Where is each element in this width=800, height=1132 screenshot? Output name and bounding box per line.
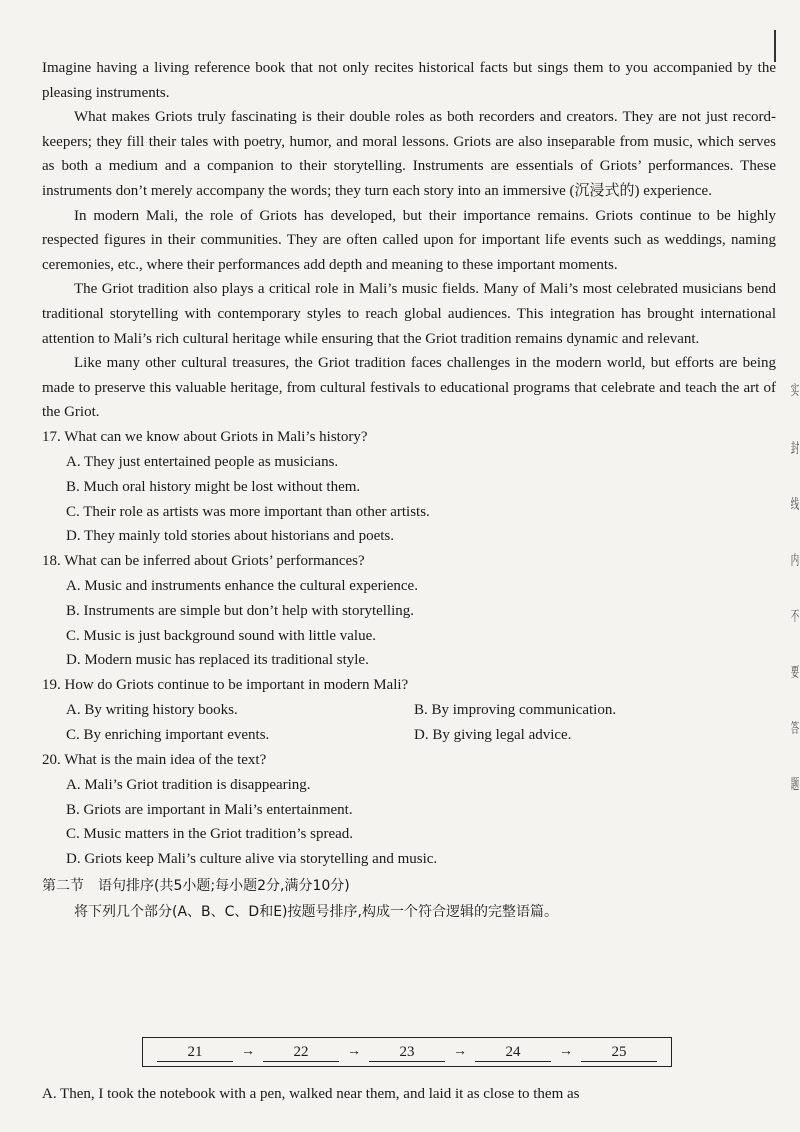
option-b: B. Griots are important in Mali’s entertainment. <box>66 801 353 818</box>
question-18 <box>42 549 776 673</box>
option-b: B. Much oral history might be lost without them. <box>66 478 361 495</box>
answer-slot-25[interactable]: 25 <box>581 1043 657 1062</box>
option-c: C. Their role as artists was more important than other artists. <box>66 503 430 520</box>
margin-glyph-6: 要 <box>790 665 800 681</box>
passage-paragraph-2: What makes Griots truly fascinating is their double roles as both recorders and creators. They are not just record-keepers; they fill their tales with poetry, humor, and moral lessons. Griots are also inseparable from music, which serves as both a medium and a companion to their storytelling. Instruments are essentials of Griots’ performances. These instruments don’t merely accompany the words; they turn each story into an immersive (沉浸式的) experience. <box>42 109 776 199</box>
question-19 <box>42 673 776 748</box>
option-row-2 <box>42 723 776 748</box>
margin-glyph-1: 实 <box>790 383 800 399</box>
section-2-title: 第二节 语句排序(共5小题;每小题2分,满分10分) <box>42 878 350 895</box>
option-a: A. They just entertained people as musicians. <box>66 453 339 470</box>
option-c: C. Music matters in the Griot tradition’s spread. <box>66 826 354 843</box>
passage-paragraph-4: The Griot tradition also plays a critical role in Mali’s music fields. Many of Mali’s most celebrated musicians bend traditional storytelling with contemporary styles to reach global audiences. This integration has brought international attention to Mali’s rich cultural heritage while ensuring that the Griot tradition remains dynamic and relevant. <box>42 281 776 347</box>
option-d: D. By giving legal advice. <box>414 727 572 744</box>
answer-slot-21[interactable]: 21 <box>157 1043 233 1062</box>
arrow-right-icon: → <box>453 1044 467 1059</box>
option-b: B. Instruments are simple but don’t help with storytelling. <box>66 602 415 619</box>
option-d: D. They mainly told stories about historians and poets. <box>66 528 395 545</box>
arrow-right-icon: → <box>241 1044 255 1059</box>
margin-glyph-2: 封 <box>790 441 800 457</box>
question-stem: 17. What can we know about Griots in Mali’s history? <box>42 428 368 445</box>
question-20 <box>42 748 776 872</box>
question-stem: 20. What is the main idea of the text? <box>42 751 267 768</box>
margin-glyph-3: 线 <box>790 497 800 513</box>
question-stem: 18. What can be inferred about Griots’ performances? <box>42 553 365 570</box>
margin-glyph-8: 题 <box>790 777 800 793</box>
option-d: D. Modern music has replaced its traditional style. <box>66 652 369 669</box>
margin-glyph-7: 答 <box>790 721 800 737</box>
option-a: A. Music and instruments enhance the cultural experience. <box>66 578 418 595</box>
passage-paragraph-1: Imagine having a living reference book that not only recites historical facts but sings them to you accompanied by the pleasing instruments. <box>42 60 776 101</box>
option-a: A. Mali’s Griot tradition is disappearing. <box>66 776 311 793</box>
option-d: D. Griots keep Mali’s culture alive via storytelling and music. <box>66 851 438 868</box>
main-content <box>42 56 776 925</box>
arrow-right-icon: → <box>559 1044 573 1059</box>
option-b: B. By improving communication. <box>414 702 617 719</box>
arrow-right-icon: → <box>347 1044 361 1059</box>
answer-slot-24[interactable]: 24 <box>475 1043 551 1062</box>
margin-glyph-4: 内 <box>790 553 800 569</box>
option-a: A. By writing history books. <box>66 702 238 719</box>
option-c: C. By enriching important events. <box>66 727 270 744</box>
question-17 <box>42 425 776 549</box>
margin-glyph-5: 不 <box>790 609 800 625</box>
passage-paragraph-5: Like many other cultural treasures, the Griot tradition faces challenges in the modern world, but efforts are being made to preserve this valuable heritage, from cultural festivals to educational programs that celebrate and teach the art of the Griot. <box>42 355 776 421</box>
sentence-order-box <box>142 1037 672 1067</box>
option-a-sentence: A. Then, I took the notebook with a pen, walked near them, and laid it as close to them as <box>42 1086 580 1102</box>
answer-slot-22[interactable]: 22 <box>263 1043 339 1062</box>
option-c: C. Music is just background sound with little value. <box>66 627 376 644</box>
answer-slot-23[interactable]: 23 <box>369 1043 445 1062</box>
question-stem: 19. How do Griots continue to be important in modern Mali? <box>42 677 409 694</box>
passage-paragraph-3: In modern Mali, the role of Griots has developed, but their importance remains. Griots continue to be highly respected figures in their communities. They are often called upon for important life events such as weddings, naming ceremonies, etc., where their performances add depth and meaning to these important moments. <box>42 207 776 273</box>
option-row-1 <box>42 698 776 723</box>
section-2-instruction: 将下列几个部分(A、B、C、D和E)按题号排序,构成一个符合逻辑的完整语篇。 <box>74 904 558 921</box>
